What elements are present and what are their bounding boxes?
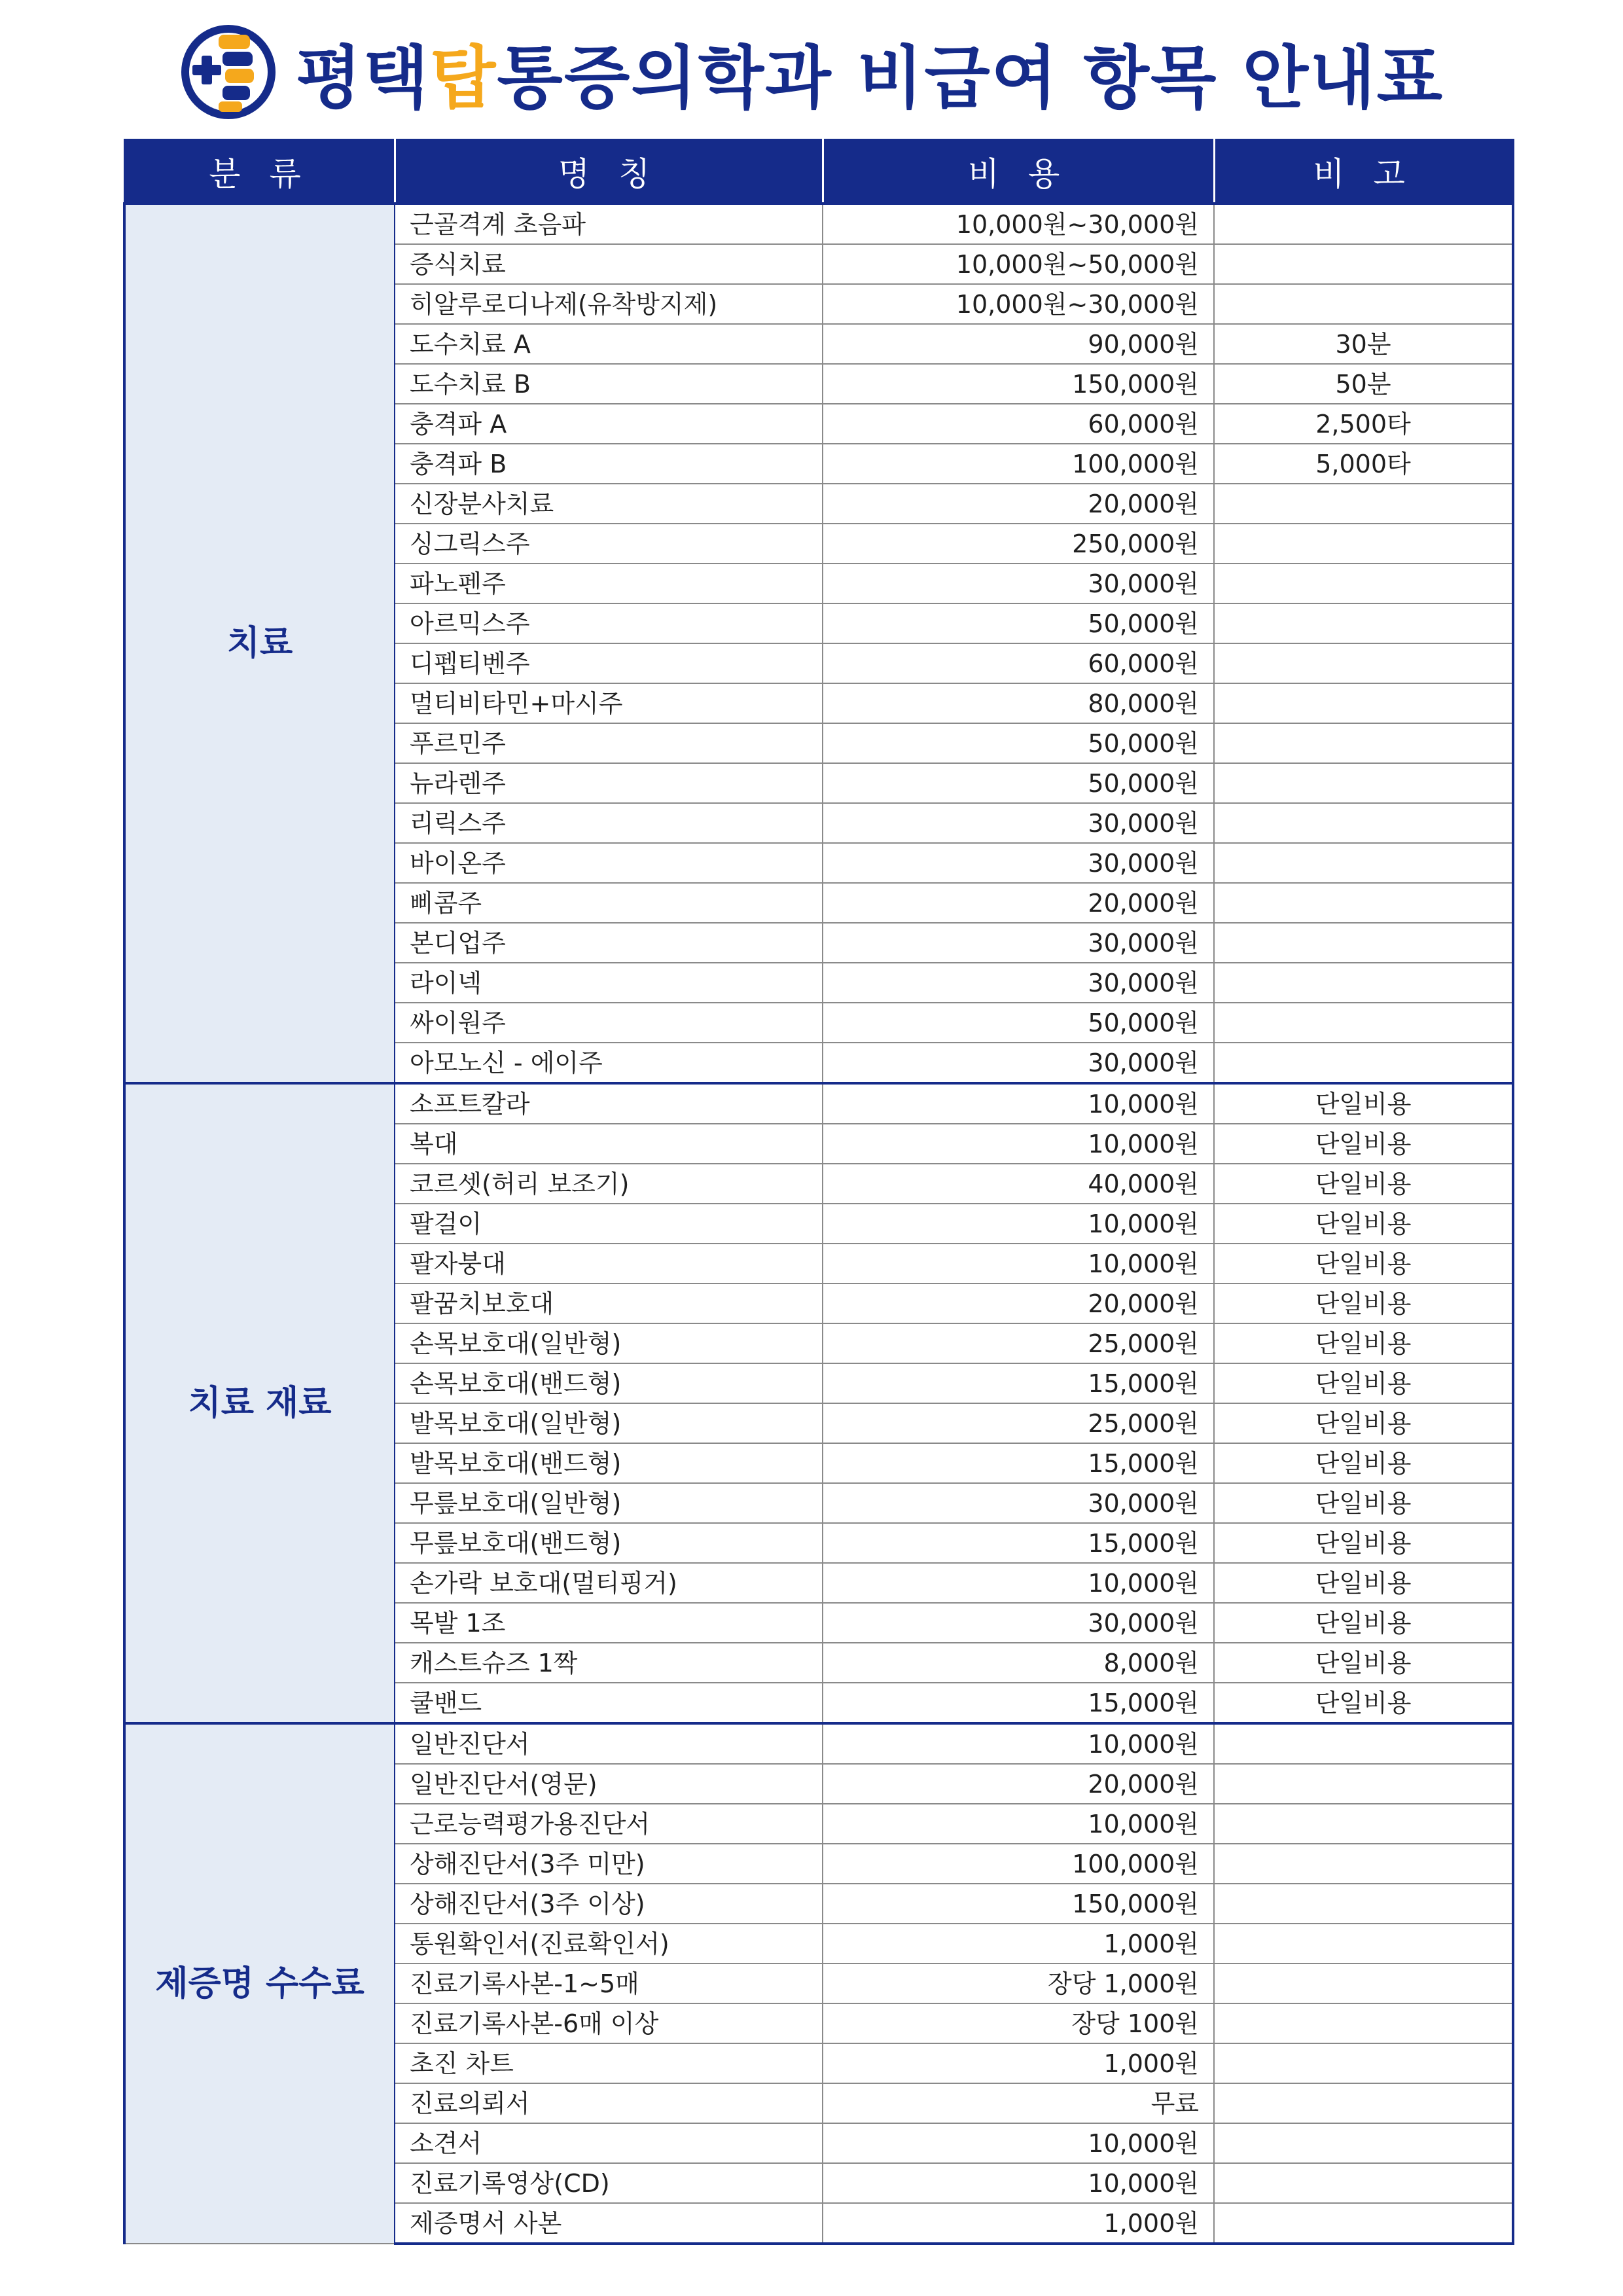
item-note-cell	[1214, 1924, 1513, 1964]
item-note-cell	[1214, 564, 1513, 603]
item-name-cell: 바이온주	[395, 843, 823, 883]
item-note-cell	[1214, 2203, 1513, 2244]
item-name-cell: 일반진단서(영문)	[395, 1764, 823, 1804]
item-cost-cell: 10,000원	[823, 1204, 1214, 1244]
item-name-cell: 진료기록사본-1~5매	[395, 1964, 823, 2003]
item-note-cell	[1214, 1043, 1513, 1083]
item-name-cell: 라이넥	[395, 963, 823, 1003]
item-name-cell: 캐스트슈즈 1짝	[395, 1643, 823, 1683]
item-cost-cell: 20,000원	[823, 1764, 1214, 1804]
item-note-cell: 30분	[1214, 324, 1513, 364]
item-note-cell	[1214, 843, 1513, 883]
item-cost-cell: 10,000원~30,000원	[823, 284, 1214, 324]
item-cost-cell: 50,000원	[823, 603, 1214, 643]
item-note-cell	[1214, 524, 1513, 564]
item-cost-cell: 10,000원	[823, 2163, 1214, 2203]
item-name-cell: 팔걸이	[395, 1204, 823, 1244]
page-header	[0, 20, 1623, 124]
item-name-cell: 목발 1조	[395, 1603, 823, 1643]
item-note-cell	[1214, 1723, 1513, 1764]
item-cost-cell: 10,000원~30,000원	[823, 204, 1214, 244]
item-name-cell: 아모노신 - 에이주	[395, 1043, 823, 1083]
item-cost-cell: 10,000원	[823, 1124, 1214, 1164]
item-note-cell: 단일비용	[1214, 1643, 1513, 1683]
item-cost-cell: 30,000원	[823, 564, 1214, 603]
item-name-cell: 멀티비타민+마시주	[395, 683, 823, 723]
item-name-cell: 본디업주	[395, 923, 823, 963]
item-cost-cell: 10,000원	[823, 1083, 1214, 1124]
item-note-cell	[1214, 2083, 1513, 2123]
item-note-cell: 단일비용	[1214, 1523, 1513, 1563]
item-cost-cell: 15,000원	[823, 1443, 1214, 1483]
item-note-cell	[1214, 2123, 1513, 2163]
item-note-cell: 단일비용	[1214, 1403, 1513, 1443]
item-note-cell: 단일비용	[1214, 1124, 1513, 1164]
item-name-cell: 파노펜주	[395, 564, 823, 603]
item-note-cell	[1214, 603, 1513, 643]
item-cost-cell: 15,000원	[823, 1363, 1214, 1403]
item-cost-cell: 1,000원	[823, 1924, 1214, 1964]
item-name-cell: 근로능력평가용진단서	[395, 1804, 823, 1844]
item-name-cell: 진료기록영상(CD)	[395, 2163, 823, 2203]
item-cost-cell: 90,000원	[823, 324, 1214, 364]
item-note-cell: 단일비용	[1214, 1323, 1513, 1363]
item-note-cell: 5,000타	[1214, 444, 1513, 484]
item-cost-cell: 60,000원	[823, 404, 1214, 444]
item-cost-cell: 30,000원	[823, 963, 1214, 1003]
item-name-cell: 증식치료	[395, 244, 823, 284]
column-header-note: 비 고	[1214, 140, 1513, 204]
item-cost-cell: 50,000원	[823, 723, 1214, 763]
item-name-cell: 리릭스주	[395, 803, 823, 843]
item-note-cell	[1214, 643, 1513, 683]
item-cost-cell: 60,000원	[823, 643, 1214, 683]
item-name-cell: 초진 차트	[395, 2043, 823, 2083]
table-header-row	[124, 140, 1513, 204]
item-note-cell	[1214, 1764, 1513, 1804]
item-name-cell: 아르믹스주	[395, 603, 823, 643]
item-note-cell	[1214, 2043, 1513, 2083]
item-cost-cell: 장당 1,000원	[823, 1964, 1214, 2003]
item-note-cell: 단일비용	[1214, 1083, 1513, 1124]
item-cost-cell: 150,000원	[823, 364, 1214, 404]
item-note-cell	[1214, 484, 1513, 524]
item-name-cell: 제증명서 사본	[395, 2203, 823, 2244]
item-cost-cell: 30,000원	[823, 1483, 1214, 1523]
item-name-cell: 손목보호대(밴드형)	[395, 1363, 823, 1403]
item-cost-cell: 10,000원	[823, 1244, 1214, 1283]
item-name-cell: 충격파 A	[395, 404, 823, 444]
item-note-cell: 단일비용	[1214, 1563, 1513, 1603]
item-cost-cell: 1,000원	[823, 2043, 1214, 2083]
item-note-cell	[1214, 1884, 1513, 1924]
item-cost-cell: 30,000원	[823, 923, 1214, 963]
fee-table	[123, 139, 1514, 2245]
item-note-cell: 단일비용	[1214, 1244, 1513, 1283]
category-cell: 치료	[124, 204, 395, 1083]
item-note-cell	[1214, 2163, 1513, 2203]
item-name-cell: 도수치료 B	[395, 364, 823, 404]
item-note-cell	[1214, 284, 1513, 324]
item-cost-cell: 10,000원	[823, 1563, 1214, 1603]
category-cell: 치료 재료	[124, 1083, 395, 1723]
item-note-cell: 단일비용	[1214, 1283, 1513, 1323]
item-name-cell: 싱그릭스주	[395, 524, 823, 564]
item-cost-cell: 25,000원	[823, 1403, 1214, 1443]
item-cost-cell: 15,000원	[823, 1523, 1214, 1563]
item-note-cell	[1214, 204, 1513, 244]
item-name-cell: 일반진단서	[395, 1723, 823, 1764]
item-cost-cell: 1,000원	[823, 2203, 1214, 2244]
item-name-cell: 손가락 보호대(멀티핑거)	[395, 1563, 823, 1603]
item-cost-cell: 80,000원	[823, 683, 1214, 723]
item-name-cell: 쿨밴드	[395, 1683, 823, 1723]
item-name-cell: 팔자붕대	[395, 1244, 823, 1283]
item-name-cell: 상해진단서(3주 이상)	[395, 1884, 823, 1924]
item-cost-cell: 20,000원	[823, 484, 1214, 524]
item-name-cell: 히알루로디나제(유착방지제)	[395, 284, 823, 324]
item-name-cell: 소프트칼라	[395, 1083, 823, 1124]
item-note-cell	[1214, 1844, 1513, 1884]
item-name-cell: 신장분사치료	[395, 484, 823, 524]
item-cost-cell: 10,000원	[823, 2123, 1214, 2163]
item-name-cell: 푸르민주	[395, 723, 823, 763]
item-name-cell: 통원확인서(진료확인서)	[395, 1924, 823, 1964]
item-note-cell: 단일비용	[1214, 1204, 1513, 1244]
item-name-cell: 무릎보호대(밴드형)	[395, 1523, 823, 1563]
item-name-cell: 디펩티벤주	[395, 643, 823, 683]
item-name-cell: 발목보호대(일반형)	[395, 1403, 823, 1443]
item-note-cell: 단일비용	[1214, 1683, 1513, 1723]
item-name-cell: 뉴라렌주	[395, 763, 823, 803]
item-cost-cell: 30,000원	[823, 843, 1214, 883]
item-name-cell: 근골격계 초음파	[395, 204, 823, 244]
column-header-category: 분 류	[124, 140, 395, 204]
item-note-cell: 2,500타	[1214, 404, 1513, 444]
item-name-cell: 충격파 B	[395, 444, 823, 484]
item-name-cell: 싸이원주	[395, 1003, 823, 1043]
item-cost-cell: 30,000원	[823, 1043, 1214, 1083]
item-cost-cell: 10,000원	[823, 1804, 1214, 1844]
item-cost-cell: 30,000원	[823, 1603, 1214, 1643]
item-cost-cell: 250,000원	[823, 524, 1214, 564]
item-cost-cell: 150,000원	[823, 1884, 1214, 1924]
category-cell: 제증명 수수료	[124, 1723, 395, 2244]
item-note-cell	[1214, 963, 1513, 1003]
item-name-cell: 삐콤주	[395, 883, 823, 923]
item-cost-cell: 10,000원	[823, 1723, 1214, 1764]
item-name-cell: 도수치료 A	[395, 324, 823, 364]
item-cost-cell: 20,000원	[823, 883, 1214, 923]
item-name-cell: 무릎보호대(일반형)	[395, 1483, 823, 1523]
item-note-cell	[1214, 923, 1513, 963]
item-cost-cell: 100,000원	[823, 1844, 1214, 1884]
item-cost-cell: 10,000원~50,000원	[823, 244, 1214, 284]
item-cost-cell: 50,000원	[823, 763, 1214, 803]
item-note-cell	[1214, 683, 1513, 723]
item-name-cell: 팔꿈치보호대	[395, 1283, 823, 1323]
item-note-cell	[1214, 2003, 1513, 2043]
item-note-cell: 단일비용	[1214, 1443, 1513, 1483]
item-cost-cell: 8,000원	[823, 1643, 1214, 1683]
item-name-cell: 복대	[395, 1124, 823, 1164]
item-name-cell: 손목보호대(일반형)	[395, 1323, 823, 1363]
item-note-cell	[1214, 1964, 1513, 2003]
table-row	[124, 1083, 1513, 1124]
item-name-cell: 진료기록사본-6매 이상	[395, 2003, 823, 2043]
item-cost-cell: 30,000원	[823, 803, 1214, 843]
item-cost-cell: 25,000원	[823, 1323, 1214, 1363]
item-note-cell	[1214, 1804, 1513, 1844]
item-cost-cell: 100,000원	[823, 444, 1214, 484]
table-row	[124, 204, 1513, 244]
item-cost-cell: 40,000원	[823, 1164, 1214, 1204]
item-note-cell	[1214, 244, 1513, 284]
item-name-cell: 코르셋(허리 보조기)	[395, 1164, 823, 1204]
item-name-cell: 발목보호대(밴드형)	[395, 1443, 823, 1483]
item-cost-cell: 장당 100원	[823, 2003, 1214, 2043]
item-note-cell: 단일비용	[1214, 1603, 1513, 1643]
item-cost-cell: 15,000원	[823, 1683, 1214, 1723]
item-cost-cell: 무료	[823, 2083, 1214, 2123]
table-row	[124, 1723, 1513, 1764]
item-note-cell	[1214, 723, 1513, 763]
item-note-cell	[1214, 1003, 1513, 1043]
item-name-cell: 진료의뢰서	[395, 2083, 823, 2123]
spine-cross-logo-icon	[179, 23, 277, 121]
item-name-cell: 소견서	[395, 2123, 823, 2163]
item-note-cell: 단일비용	[1214, 1363, 1513, 1403]
item-note-cell: 단일비용	[1214, 1164, 1513, 1204]
column-header-cost: 비 용	[823, 140, 1214, 204]
item-note-cell: 50분	[1214, 364, 1513, 404]
item-note-cell	[1214, 803, 1513, 843]
item-cost-cell: 50,000원	[823, 1003, 1214, 1043]
item-note-cell: 단일비용	[1214, 1483, 1513, 1523]
item-cost-cell: 20,000원	[823, 1283, 1214, 1323]
item-note-cell	[1214, 763, 1513, 803]
item-name-cell: 상해진단서(3주 미만)	[395, 1844, 823, 1884]
page-title: 평택탑통증의학과 비급여 항목 안내표	[295, 38, 1444, 118]
item-note-cell	[1214, 883, 1513, 923]
fee-table-body	[124, 204, 1513, 2244]
column-header-name: 명 칭	[395, 140, 823, 204]
